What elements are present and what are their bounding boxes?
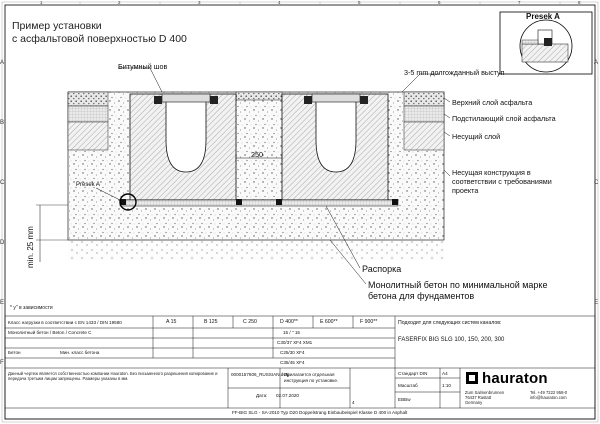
edge-num-4: 4 [278, 0, 281, 5]
instr-l2: инструкция по установке. [284, 378, 339, 383]
label-gap-note: 3-5 mm долгожданный выступ [404, 68, 505, 77]
edge-letter-d: D [0, 240, 5, 246]
label-dimension-250: 250 [251, 150, 263, 159]
presek-a-detail [500, 12, 592, 74]
applies-value: FASERFIX BIG SLG 100, 150, 200, 300 [398, 337, 505, 343]
drawing-title-line1: Пример установки [12, 20, 102, 32]
company-email: info@hauraton.com [530, 395, 567, 400]
class-b125: B 125 [204, 319, 218, 325]
drawn-label: EBBw [398, 397, 411, 402]
edge-num-6: 6 [438, 0, 441, 5]
label-base-asphalt: Подстилающий слой асфальта [452, 114, 556, 123]
label-monolith-l1: Монолитный бетон по минимальной марке [368, 280, 548, 290]
asphalt-top-right [404, 92, 444, 106]
edge-num-7: 7 [518, 0, 521, 5]
class-d400-sub: 15 / " 15 [283, 330, 300, 335]
presek-a-title: Presek A [526, 12, 560, 21]
asphalt-base-right [404, 106, 444, 122]
edge-num-8: 8 [578, 0, 581, 5]
channel-left [130, 94, 236, 200]
drawing-title-line2: с асфальтовой поверхностью D 400 [12, 33, 187, 45]
channel-right [282, 94, 388, 200]
edge-letter-b: B [0, 120, 5, 126]
class-e600: E 600** [320, 319, 338, 325]
row3-mid: Мин. класс бетона [60, 350, 100, 355]
notes-text: Данный чертеж является собственностью компании Hauraton. Без письменного разрешения копирование и передача третьим лицам запрещены. Размеры указаны в мм. [8, 371, 218, 381]
edge-num-1: 1 [40, 0, 43, 5]
edge-num-3: 3 [198, 0, 201, 5]
class-a15: A 15 [166, 319, 177, 325]
edge-letter-e-right: E [594, 300, 599, 306]
class-f900: F 900** [360, 319, 378, 325]
edge-num-2: 2 [118, 0, 121, 5]
page-num: 4 [352, 400, 355, 405]
edge-letter-c-right: C [594, 180, 599, 186]
class-header: Класс нагрузки в соответствии с EN 1433 / DIN 19580 [8, 320, 122, 325]
edge-letter-a: A [0, 60, 5, 66]
concrete-label: Монолитный бетон / Beton / Concrete C [8, 330, 92, 335]
label-min-25mm: min. 25 mm [26, 226, 35, 268]
class-d400: D 400** [280, 319, 298, 325]
title-block [5, 316, 595, 419]
label-support-l3: проекта [452, 186, 479, 195]
scale-value: 1:10 [442, 383, 451, 388]
label-top-asphalt: Верхний слой асфальта [452, 98, 533, 107]
row3-value: C25/30 XF4 [280, 350, 305, 355]
company-addr2: 76437 Rastatt [465, 395, 492, 400]
concrete-value: C30/37 XF4 XM1 [277, 340, 313, 345]
date-value: 02.07.2020 [276, 393, 299, 398]
footnote: * у" в зависимости [10, 305, 53, 311]
bearing-layer-right [404, 122, 444, 150]
label-support-l2: соответствии с требованиями [452, 177, 552, 186]
label-bitumen-seam: Битумный шов [118, 62, 168, 71]
company-addr3: Germany [465, 400, 483, 405]
hauraton-logo: hauraton [482, 370, 548, 387]
label-bearing-layer: Несущий слой [452, 132, 501, 141]
std-value: A4 [442, 371, 448, 376]
asphalt-base-left [68, 106, 108, 122]
asphalt-top-left [68, 92, 108, 106]
instr-l1: Прилагается отдельная [284, 372, 335, 377]
company-tel: Tel. +49 7222 958-0 [530, 390, 568, 395]
asphalt-middle [236, 92, 282, 100]
footer-text: FF-BIG SLG - SA-2010 Typ D20 Doppelstrang Einbaubeispiel Klasse D 400 in Asphalt [232, 410, 408, 415]
row4-value: C35/45 XF4 [280, 360, 305, 365]
label-spacer: Распорка [362, 264, 402, 274]
applies-label: Подходит для следующих систем каналов: [398, 320, 502, 326]
edge-letter-c: C [0, 180, 5, 186]
edge-letter-f: F [0, 360, 4, 366]
scale-label: Масштаб [398, 383, 418, 388]
class-c250: C 250 [243, 319, 257, 325]
edge-num-5: 5 [358, 0, 361, 5]
label-monolith-l2: бетона для фундаментов [368, 291, 475, 301]
label-support-l1: Несущая конструкция в [452, 168, 531, 177]
edge-letter-a-right: A [594, 60, 599, 66]
date-label: Дата: [256, 393, 268, 398]
std-label: Стандарт DIN [398, 371, 428, 376]
edge-letter-e: E [0, 300, 5, 306]
doc-number: 0000157606_RUSSIAN.dwg [231, 372, 290, 377]
label-presek-a-small: Presek A [76, 182, 101, 188]
bearing-layer-left [68, 122, 108, 150]
hauraton-logo-mark [466, 372, 478, 384]
row3-left: Бетон [8, 350, 21, 355]
company-addr1: Zum Salmenbrunnen [465, 390, 505, 395]
